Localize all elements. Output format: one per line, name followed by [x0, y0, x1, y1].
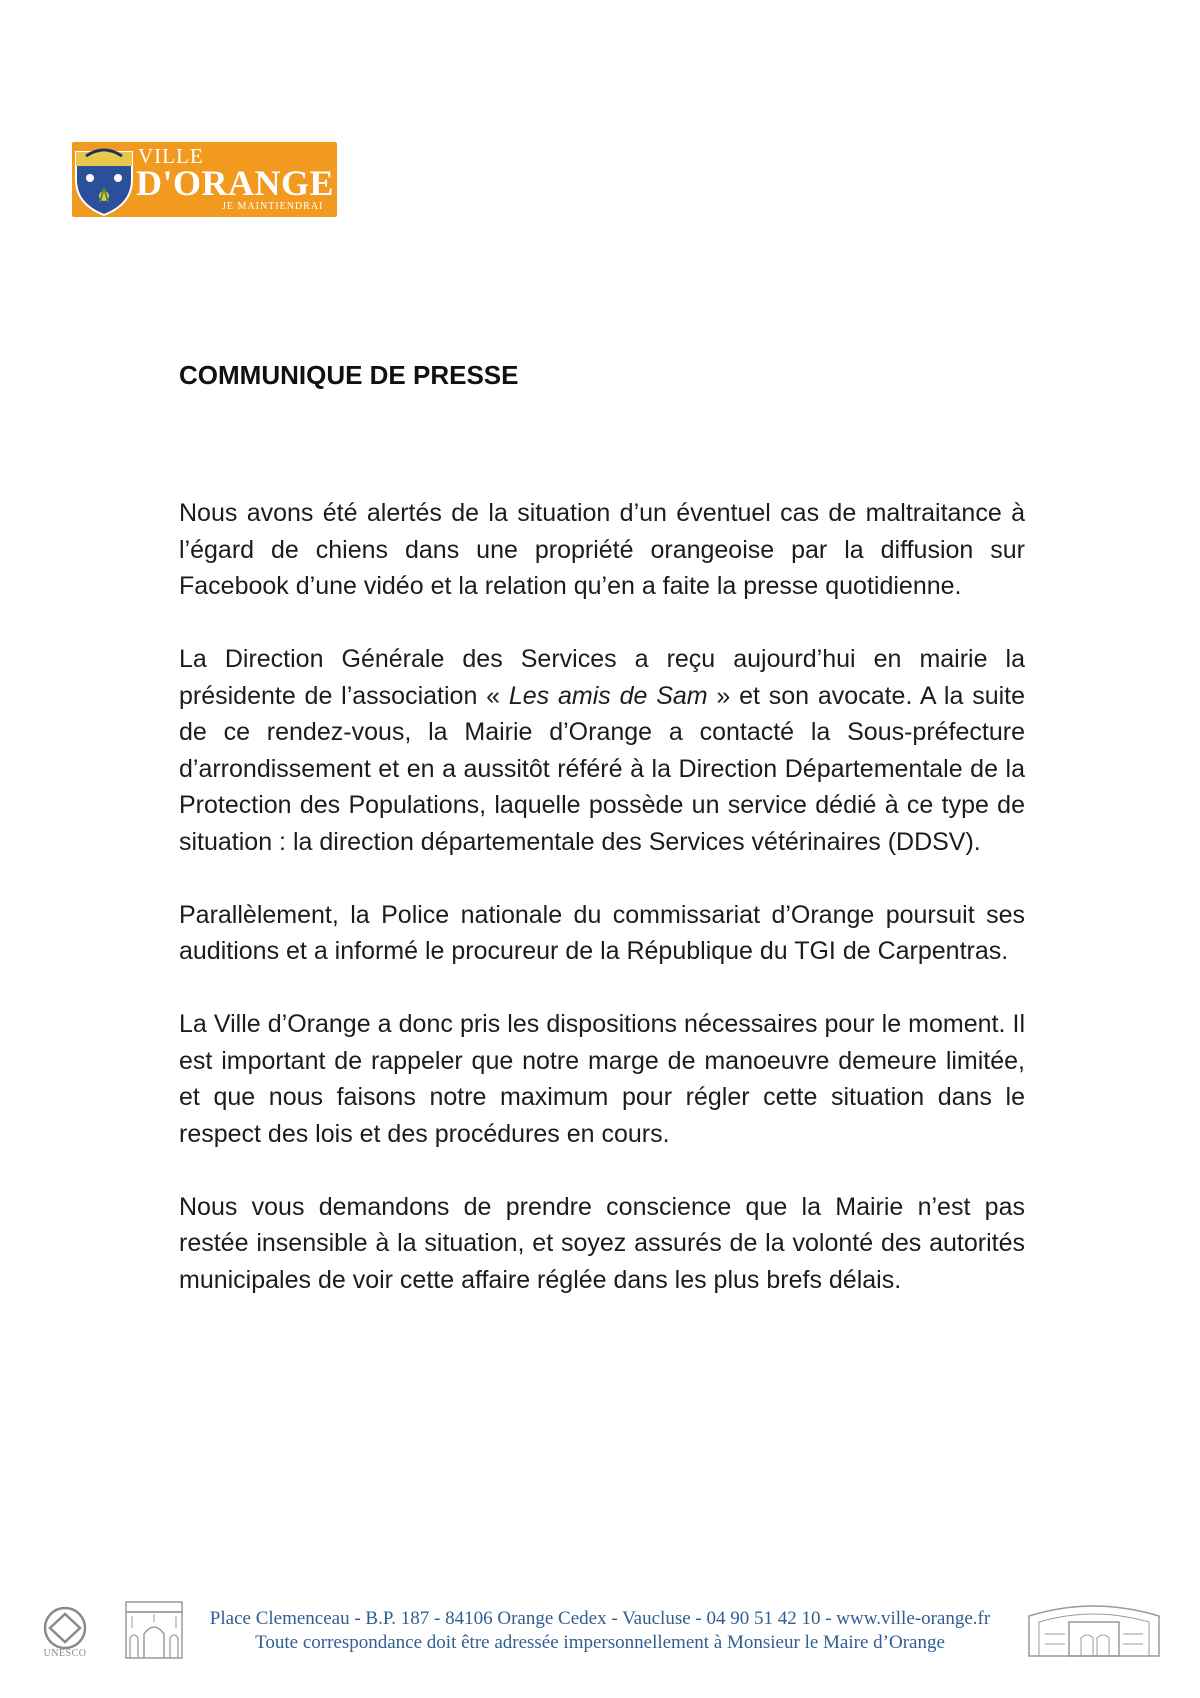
- footer-address: Place Clemenceau - B.P. 187 - 84106 Orange Cedex - Vaucluse - 04 90 51 42 10 - www.ville-orange.fr: [209, 1608, 991, 1629]
- paragraph-2-end: » et son avocate. A la suite de ce rendez-vous, la Mairie d’Orange a contacté la Sous-préfecture d’arrondissement et en a aussitôt référé à la Direction Départementale de la Protection des Populations, laquelle possède un service dédié à ce type de situation : la direction départementale des Services vétérinaires (DDSV).: [179, 681, 1026, 856]
- paragraph-1: Nous avons été alertés de la situation d’un éventuel cas de maltraitance à l’égard de chiens dans une propriété orangeoise par la diffusion sur Facebook d’une vidéo et la relation qu’en a faite la presse quotidienne.: [179, 499, 1025, 600]
- triumphal-arch-icon: [124, 1598, 184, 1660]
- paragraph-5: Nous vous demandons de prendre conscience que la Mairie n’est pas restée insensible à la situation, et soyez assurés de la volonté des autorités municipales de voir cette affaire réglée dans les plus brefs délais.: [179, 1192, 1025, 1294]
- footer-note: Toute correspondance doit être adressée impersonnellement à Monsieur le Maire d’Orange: [255, 1632, 945, 1653]
- paragraph-2: [179, 641, 1025, 860]
- footer-contact: [200, 1607, 1000, 1655]
- coat-of-arms-icon: [72, 142, 136, 217]
- unesco-label: UNESCO: [43, 1648, 87, 1659]
- association-name: Les amis de Sam: [508, 681, 708, 710]
- logo-ville-text: VILLE: [138, 144, 204, 168]
- press-release-body: [179, 495, 1025, 1298]
- paragraph-3: Parallèlement, la Police nationale du commissariat d’Orange poursuit ses auditions et a informé le procureur de la République du TGI de Carpentras.: [179, 900, 1025, 965]
- page-title: COMMUNIQUE DE PRESSE: [179, 360, 519, 390]
- logo-orange-text: D'ORANGE: [136, 163, 335, 203]
- paragraph-2-start: La Direction Générale des Services a reçu aujourd’hui en mairie la présidente de l’association «: [179, 645, 1025, 710]
- logo-motto: JE MAINTIENDRAI: [222, 201, 324, 212]
- antique-theatre-icon: [1025, 1594, 1163, 1660]
- paragraph-4: La Ville d’Orange a donc pris les dispositions nécessaires pour le moment. Il est important de rappeler que notre marge de manoeuvre demeure limitée, et que nous faisons notre maximum pour régler cette situation dans le respect des lois et des procédures en cours.: [179, 1010, 1025, 1148]
- ville-dorange-logo: [72, 142, 337, 217]
